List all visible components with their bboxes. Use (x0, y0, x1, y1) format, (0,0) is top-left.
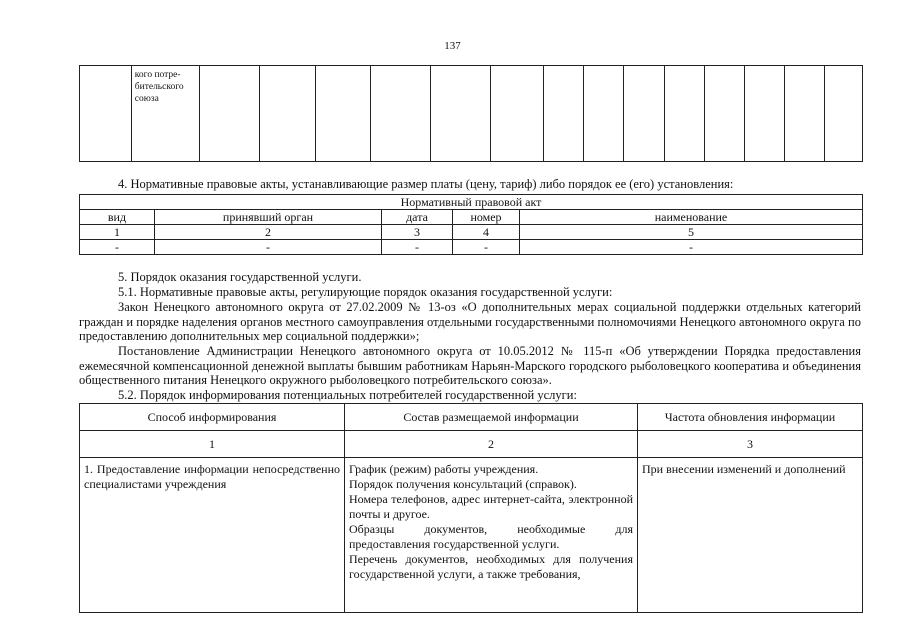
info-content-cell (345, 458, 638, 613)
content-line: Порядок получения консультаций (справок). (349, 477, 577, 491)
table-cell (624, 66, 664, 162)
table-cell (260, 66, 316, 162)
table-cell (824, 66, 862, 162)
column-number: 4 (453, 225, 520, 240)
section52-heading: 5.2. Порядок информирования потенциальных потребителей государственной услуги: (118, 388, 577, 402)
section51-heading: 5.1. Нормативные правовые акты, регулирующие порядок оказания государственной услуги: (118, 285, 613, 299)
info-method-cell: 1. Предоставление информации непосредственно специалистами учреждения (80, 458, 345, 613)
table-cell: - (520, 240, 863, 255)
resolution-paragraph: Постановление Администрации Ненецкого автономного округа от 10.05.2012 № 115-п «Об утверждении Порядка предоставления ежемесячной компенсационной денежной выплаты бывшим работникам Нарьян-Марского городского рыболовецкого кооператива и объединения общественного питания Ненецкого окружного рыболовецкого потребительского союза». (79, 344, 861, 387)
page-number: 137 (444, 40, 461, 52)
column-number: 2 (345, 431, 638, 458)
column-number: 3 (382, 225, 453, 240)
content-line: Номера телефонов, адрес интернет-сайта, электронной почты и другое. (349, 492, 633, 521)
table-cell (584, 66, 624, 162)
group-header: Нормативный правовой акт (80, 195, 863, 210)
cell-text: кого потре- бительского союза (134, 70, 184, 104)
table-cell (704, 66, 744, 162)
column-number: 2 (155, 225, 382, 240)
column-header: наименование (520, 210, 863, 225)
content-line: Образцы документов, необходимые для предоставления государственной услуги. (349, 522, 633, 551)
info-frequency-cell: При внесении изменений и дополнений (638, 458, 863, 613)
content-line: График (режим) работы учреждения. (349, 462, 539, 476)
table-cell: - (80, 240, 155, 255)
table-cell (664, 66, 704, 162)
column-header: принявший орган (155, 210, 382, 225)
content-line: Перечень документов, необходимых для получения государственной услуги, а также требования, (349, 552, 633, 581)
column-number: 5 (520, 225, 863, 240)
table-cell (784, 66, 824, 162)
column-number: 1 (80, 225, 155, 240)
column-header: дата (382, 210, 453, 225)
column-header: номер (453, 210, 520, 225)
column-header: Способ информирования (80, 404, 345, 431)
table-cell: - (453, 240, 520, 255)
table-cell (544, 66, 584, 162)
section5-heading: 5. Порядок оказания государственной услуги. (118, 270, 362, 284)
table-cell: - (155, 240, 382, 255)
table-cell: - (382, 240, 453, 255)
table-cell (200, 66, 260, 162)
table-cell (490, 66, 544, 162)
table-cell (315, 66, 371, 162)
table-cell (431, 66, 491, 162)
column-header: Состав размещаемой информации (345, 404, 638, 431)
section4-heading: 4. Нормативные правовые акты, устанавливающие размер платы (цену, тариф) либо порядок ее (его) установления: (118, 177, 734, 191)
continuation-table (79, 65, 863, 162)
column-header: вид (80, 210, 155, 225)
information-table (79, 403, 863, 613)
column-header: Частота обновления информации (638, 404, 863, 431)
table-cell (80, 66, 132, 162)
table-cell (371, 66, 431, 162)
column-number: 1 (80, 431, 345, 458)
column-number: 3 (638, 431, 863, 458)
legal-acts-table (79, 194, 863, 255)
law-paragraph: Закон Ненецкого автономного округа от 27.02.2009 № 13-оз «О дополнительных мерах социальной поддержки отдельных категорий граждан и порядке наделения органов местного самоуправления отдельными государственными полномочиями Ненецкого автономного округа по предоставлению дополнительных мер социальной поддержки»; (79, 300, 861, 343)
table-cell (131, 66, 200, 162)
table-cell (744, 66, 784, 162)
